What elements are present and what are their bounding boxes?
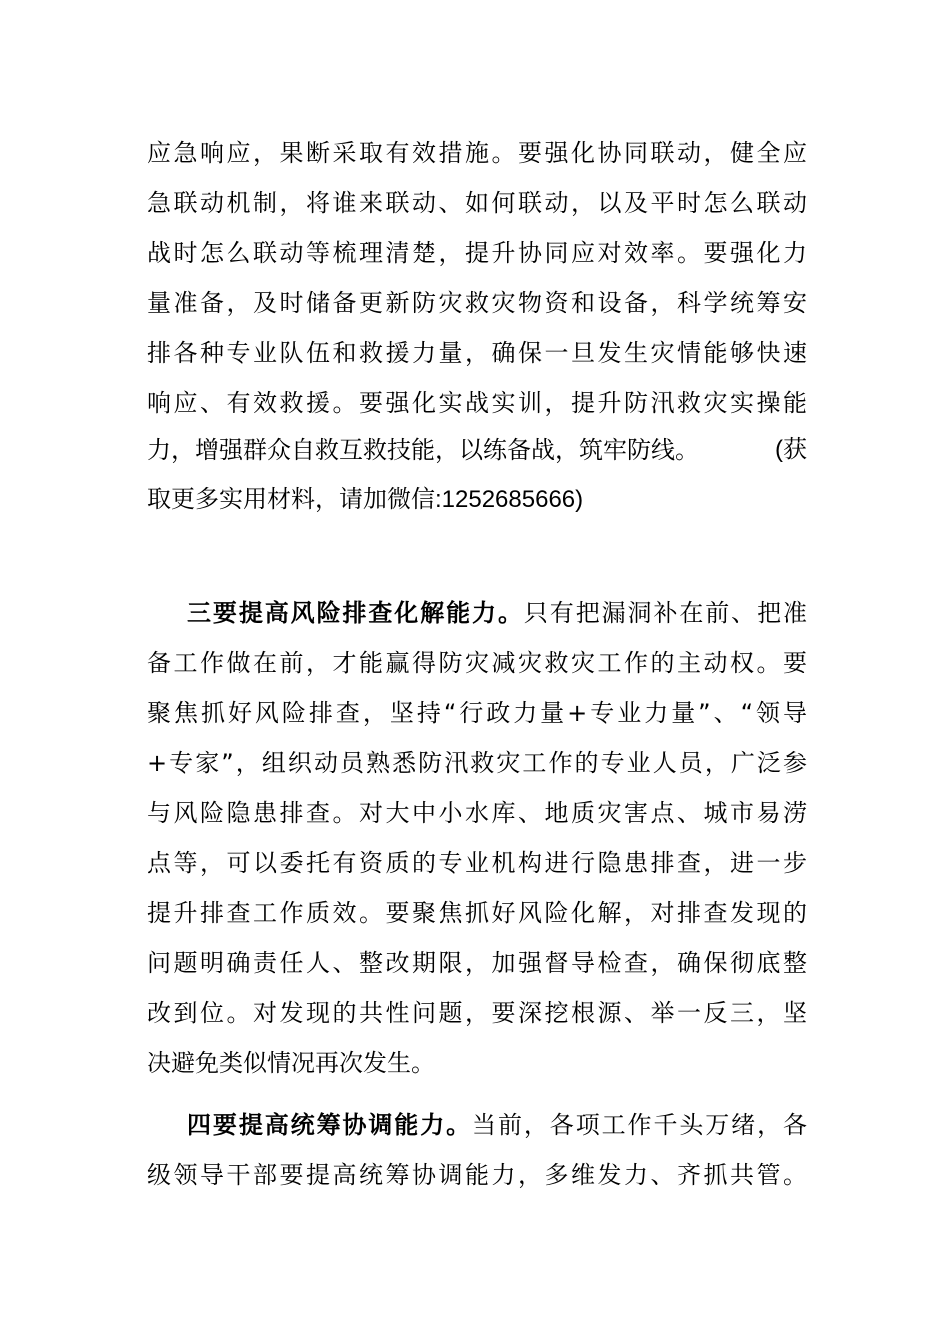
body-text-line: 排各种专业队伍和救援力量，确保一旦发生灾情能够快速 [147,339,807,367]
section-four-heading: 四要提高统筹协调能力。 [187,1111,473,1139]
body-text-line: 聚焦抓好风险排查，坚持“行政力量+专业力量”、“领导 [147,699,807,727]
body-text-line: 级领导干部要提高统筹协调能力，多维发力、齐抓共管。 [147,1161,807,1189]
body-text-line: +专家”，组织动员熟悉防汛救灾工作的专业人员，广泛参 [147,749,807,777]
body-text-line [147,430,807,470]
section-three-heading: 三要提高风险排查化解能力。 [187,599,524,627]
body-text: 当前，各项工作千头万绪，各 [472,1111,808,1139]
body-text-line: 改到位。对发现的共性问题，要深挖根源、举一反三，坚 [147,999,807,1027]
promo-note: 取更多实用材料，请加微信:1252685666) [147,486,584,513]
body-text-line: 备工作做在前，才能赢得防灾减灾救灾工作的主动权。要 [147,649,807,677]
promo-note-start: (获 [775,436,807,463]
section-four-first-line [187,1105,807,1145]
body-text-line: 应急响应，果断采取有效措施。要强化协同联动，健全应 [147,139,807,167]
body-text: 力，增强群众自救互救技能，以练备战，筑牢防线。 [147,436,699,464]
section-three-first-line [187,593,807,633]
body-text-line: 与风险隐患排查。对大中小水库、地质灾害点、城市易涝 [147,799,807,827]
body-text-line: 问题明确责任人、整改期限，加强督导检查，确保彻底整 [147,949,807,977]
body-text: 只有把漏洞补在前、把准 [523,599,808,627]
body-text-line: 响应、有效救援。要强化实战实训，提升防汛救灾实操能 [147,389,807,417]
body-text-line: 急联动机制，将谁来联动、如何联动，以及平时怎么联动 [147,189,807,217]
body-text-line: 提升排查工作质效。要聚焦抓好风险化解，对排查发现的 [147,899,807,927]
body-text-line: 决避免类似情况再次发生。 [147,1049,435,1077]
body-text-line: 点等，可以委托有资质的专业机构进行隐患排查，进一步 [147,849,807,877]
body-text-line: 量准备，及时储备更新防灾救灾物资和设备，科学统筹安 [147,289,807,317]
body-text-line: 战时怎么联动等梳理清楚，提升协同应对效率。要强化力 [147,239,807,267]
